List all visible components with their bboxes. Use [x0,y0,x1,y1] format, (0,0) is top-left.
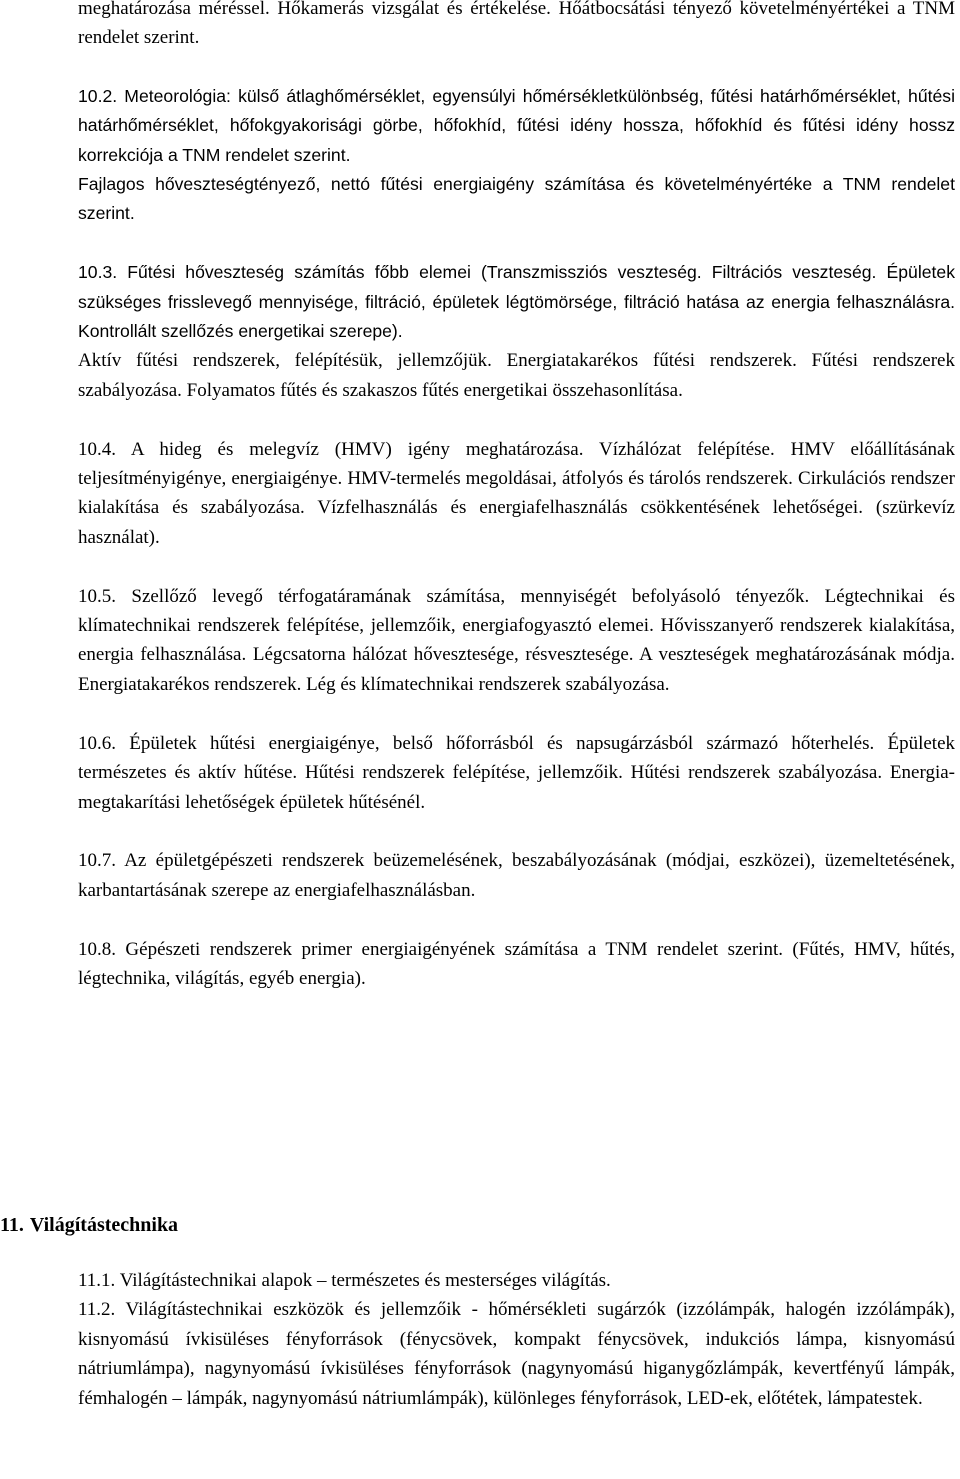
paragraph-10-2-meteorology: 10.2. Meteorológia: külső átlaghőmérséklet, egyensúlyi hőmérsékletkülönbség, fűtési határhőmérséklet, hűtési határhőmérséklet, hőfokgyakorisági görbe, hőfokhíd, fűtési idény hossza, hőfokhíd és fűtési idény hossz korrekciója a TNM rendelet szerint. [78,85,955,165]
paragraph-10-3-heating-loss: 10.3. Fűtési hőveszteség számítás főbb elemei (Transzmissziós veszteség. Filtrációs veszteség. Épületek szükséges frisslevegő mennyisége, filtráció, épületek légtömörsége, filtráció hatása az energia felhasználásra. Kontrollált szellőzés energetikai szerepe). [78,262,955,342]
paragraph-10-5-ventilation: 10.5. Szellőző levegő térfogatáramának számítása, mennyiségét befolyásoló tényezők. Légtechnikai és klímatechnikai rendszerek felépítése, jellemzőik, energiafogyasztó elemei. Hővisszanyerő rendszerek kialakítása, energia felhasználása. Légcsatorna hálózat hővesztesége, résvesztesége. A veszteségek meghatározásának módja. Energiatakarékos rendszerek. Lég és klímatechnikai rendszerek szabályozása. [78,585,955,695]
paragraph-10-3-heating-systems: Aktív fűtési rendszerek, felépítésük, jellemzőjük. Energiatakarékos fűtési rendszerek. Fűtési rendszerek szabályozása. Folyamatos fűtés és szakaszos fűtés energetikai összehasonlítása. [78,350,955,401]
chapter-11-body [78,1268,955,1413]
paragraph-10-2-heat-loss: Fajlagos hőveszteségtényező, nettó fűtési energiaigény számítása és követelményértéke a TNM rendelet szerint. [78,174,955,224]
document-body [78,0,955,993]
paragraph-10-4-hot-water: 10.4. A hideg és melegvíz (HMV) igény meghatározása. Vízhálózat felépítése. HMV előállításának teljesítményigénye, energiaigénye. HMV-termelés megoldásai, átfolyós és tárolós rendszerek. Cirkulációs rendszer kialakítása és szabályozása. Vízfelhasználás és energiafelhasználás csökkentésének lehetőségei. (szürkevíz használat). [78,438,955,548]
chapter-number: 11. [0,1214,24,1236]
paragraph-10-8-primary-energy: 10.8. Gépészeti rendszerek primer energiaigényének számítása a TNM rendelet szerint. (Fűtés, HMV, hűtés, légtechnika, világítás, egyéb energia). [78,938,955,989]
paragraph-10-1-end: meghatározása méréssel. Hőkamerás vizsgálat és értékelése. Hőátbocsátási tényező követelményértékei a TNM rendelet szerint. [78,0,955,49]
paragraph-11-2-lighting-devices: 11.2. Világítástechnikai eszközök és jellemzőik - hőmérsékleti sugárzók (izzólámpák, halogén izzólámpák), kisnyomású ívkisüléses fényforrások (fénycsövek, kompakt fénycsövek, indukciós lámpa, kisnyomású nátriumlámpa), nagynyomású ívkisüléses fényforrások (nagynyomású higanygőzlámpák, kevertfényű lámpák, fémhalogén – lámpák, nagynyomású nátriumlámpák), különleges fényforrások, LED-ek, előtétek, lámpatestek. [78,1299,955,1409]
paragraph-10-6-cooling: 10.6. Épületek hűtési energiaigénye, belső hőforrásból és napsugárzásból származó hőterhelés. Épületek természetes és aktív hűtése. Hűtési rendszerek felépítése, jellemzőik. Hűtési rendszerek szabályozása. Energia-megtakarítási lehetőségek épületek hűtésénél. [78,732,955,813]
chapter-heading [0,1211,178,1240]
paragraph-11-1-lighting-basics: 11.1. Világítástechnikai alapok – természetes és mesterséges világítás. [78,1270,611,1291]
paragraph-10-7-commissioning: 10.7. Az épületgépészeti rendszerek beüzemelésének, beszabályozásának (módjai, eszközei), üzemeltetésének, karbantartásának szerepe az energiafelhasználásban. [78,850,955,901]
chapter-title: Világítástechnika [29,1214,179,1236]
